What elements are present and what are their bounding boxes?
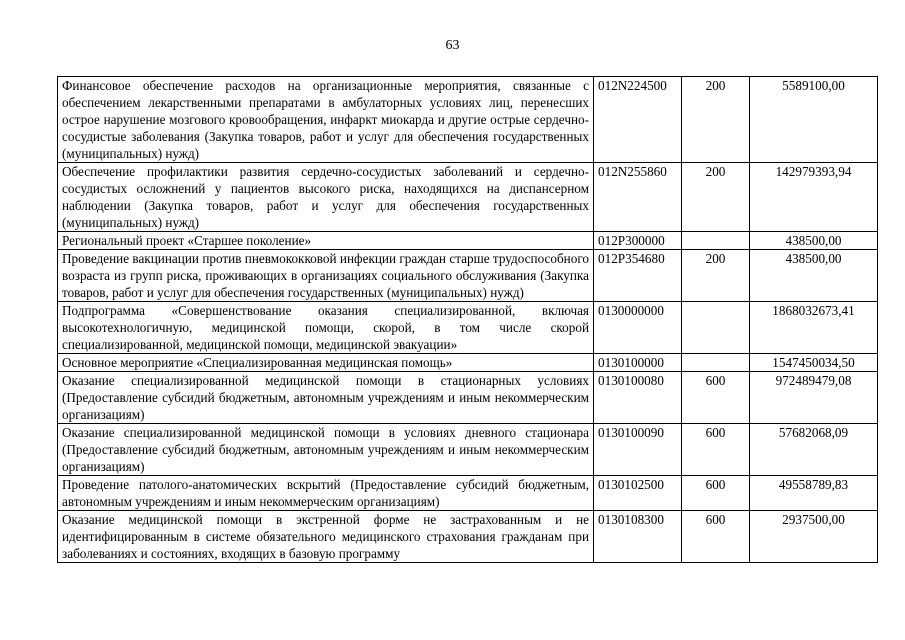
row-description: Региональный проект «Старшее поколение» [58,232,594,250]
row-expense-type: 600 [682,372,750,424]
table-row [58,232,878,250]
row-target-code: 0130100000 [594,354,682,372]
row-amount: 2937500,00 [750,511,878,563]
table-row [58,511,878,563]
table-row [58,77,878,163]
row-description: Оказание медицинской помощи в экстренной форме не застрахованным и не идентифицированным в системе обязательного медицинского страхования гражданам при заболеваниях и состояниях, входящих в базовую программу [62,512,589,561]
table-row [58,163,878,232]
row-target-code: 0130100080 [594,372,682,424]
row-description: Проведение вакцинации против пневмококковой инфекции граждан старше трудоспособного возраста из групп риска, проживающих в организациях социального обслуживания (Закупка товаров, работ и услуг для обеспечения государственных (муниципальных) нужд) [58,250,594,302]
page-number: 63 [445,38,460,53]
row-target-code: 012N224500 [594,77,682,163]
row-description: Обеспечение профилактики развития сердечно-сосудистых заболеваний и сердечно-сосудистых осложнений у пациентов высокого риска, находящихся на диспансерном наблюдении (Закупка товаров, работ и услуг для обеспечения государственных (муниципальных) нужд) [58,163,594,232]
row-expense-type: 600 [682,511,750,563]
row-description: Оказание специализированной медицинской помощи в условиях дневного стационара (Предоставление субсидий бюджетным, автономным учреждениям и иным некоммерческим организациям) [58,424,594,476]
row-description: Подпрограмма «Совершенствование оказания специализированной, включая высокотехнологичную, медицинской помощи, скорой, в том числе скорой специализированной, медицинской помощи, медицинской эвакуации» [58,302,594,354]
row-target-code: 012P300000 [594,232,682,250]
budget-table [57,76,878,563]
row-target-code: 0130100090 [594,424,682,476]
row-expense-type: 200 [682,163,750,232]
row-amount: 438500,00 [750,250,878,302]
row-expense-type [682,302,750,354]
table-row [58,372,878,424]
row-expense-type [682,354,750,372]
row-description-cell [58,511,594,563]
row-amount: 438500,00 [750,232,878,250]
row-expense-type: 600 [682,424,750,476]
row-amount: 1868032673,41 [750,302,878,354]
table-row [58,354,878,372]
row-amount: 49558789,83 [750,476,878,511]
row-target-code: 0130000000 [594,302,682,354]
row-expense-type: 600 [682,476,750,511]
row-target-code: 0130102500 [594,476,682,511]
row-amount: 142979393,94 [750,163,878,232]
row-description: Финансовое обеспечение расходов на организационные мероприятия, связанные с обеспечением лекарственными препаратами в амбулаторных условиях лиц, перенесших острое нарушение мозгового кровообращения, инфаркт миокарда и другие острые сердечно-сосудистые заболевания (Закупка товаров, работ и услуг для обеспечения государственных (муниципальных) нужд) [58,77,594,163]
row-description: Оказание специализированной медицинской помощи в стационарных условиях (Предоставление субсидий бюджетным, автономным учреждениям и иным некоммерческим организациям) [58,372,594,424]
table-row [58,302,878,354]
table-row [58,424,878,476]
table-row [58,250,878,302]
row-target-code: 012P354680 [594,250,682,302]
row-target-code: 0130108300 [594,511,682,563]
row-expense-type: 200 [682,250,750,302]
row-description: Основное мероприятие «Специализированная медицинская помощь» [58,354,594,372]
row-description: Проведение патолого-анатомических вскрытий (Предоставление субсидий бюджетным, автономным учреждениям и иным некоммерческим организациям) [58,476,594,511]
row-expense-type [682,232,750,250]
row-amount: 972489479,08 [750,372,878,424]
row-amount: 1547450034,50 [750,354,878,372]
row-expense-type: 200 [682,77,750,163]
row-target-code: 012N255860 [594,163,682,232]
table-row [58,476,878,511]
row-amount: 5589100,00 [750,77,878,163]
row-amount: 57682068,09 [750,424,878,476]
